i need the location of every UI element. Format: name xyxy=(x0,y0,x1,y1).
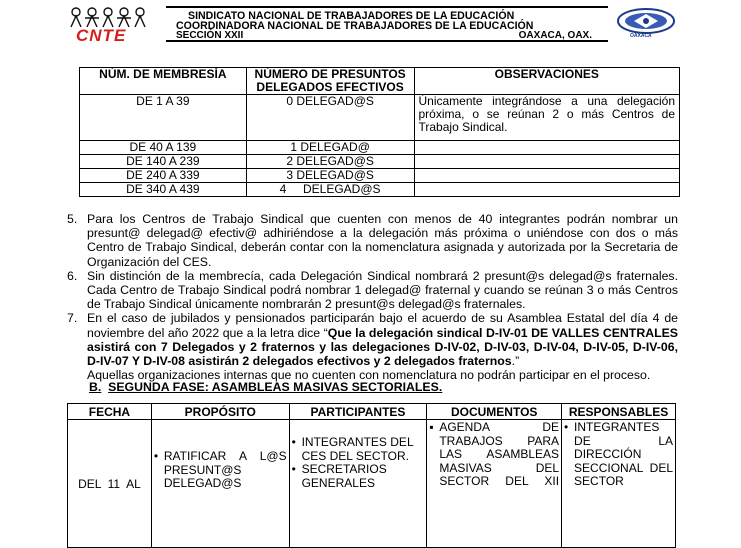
membership-cell: DE 1 A 39 xyxy=(80,95,247,141)
section-heading xyxy=(89,380,442,394)
list-note: Aquellas organizaciones internas que no cuenten con nomenclatura no podrán participar en el proceso. xyxy=(87,368,651,383)
list-item-text: Para los Centros de Trabajo Sindical que cuenten con menos de 40 integrantes podrán nombrar un presunt@ delegad@ efectiv@ adhiriéndose a la delegación más próxima o uniéndose con dos o más Centro de Trabajo Sindical, deberán contar con la nomenclatura asignada y autorizada por la Secretaria de Organización del CES. xyxy=(87,212,678,269)
list-item-number: 6. xyxy=(67,268,78,283)
table-header-row xyxy=(80,68,680,95)
responsible-cell xyxy=(562,420,676,548)
table-row xyxy=(80,169,680,183)
column-header: DOCUMENTOS xyxy=(427,404,562,420)
delegates-cell: 4 DELEGAD@S xyxy=(246,183,414,197)
membership-cell: DE 140 A 239 xyxy=(80,155,247,169)
purpose-cell xyxy=(151,420,289,548)
delegates-cell: 0 DELEGAD@S xyxy=(246,95,414,141)
table-row xyxy=(80,183,680,197)
observations-cell xyxy=(414,169,680,183)
membership-cell: DE 240 A 339 xyxy=(80,169,247,183)
column-header: PROPÓSITO xyxy=(151,404,289,420)
letterhead-section: SECCIÓN XXII xyxy=(176,30,244,41)
date-cell: DEL 11 AL xyxy=(68,420,152,548)
column-header: RESPONSABLES xyxy=(562,404,676,420)
delegates-cell: 3 DELEGAD@S xyxy=(246,169,414,183)
list-item xyxy=(64,269,678,312)
schedule-table xyxy=(67,403,676,548)
quoted-agreement: Que la delegación sindical D-IV-01 DE VALLES CENTRALES asistirá con 7 Delegados y 2 fraternos y las delegaciones D-IV-02, D-IV-03, D-IV-04, D-IV-05, D-IV-06, D-IV-07 Y D-IV-08 asistirán 2 delegados efectivos y 2 delegados fraternos xyxy=(87,325,678,369)
list-item-number: 5. xyxy=(67,212,78,226)
list-item xyxy=(64,212,678,269)
letterhead-city: OAXACA, OAX. xyxy=(518,30,592,41)
delegates-cell: 2 DELEGAD@S xyxy=(246,155,414,169)
list-item-number: 7. xyxy=(67,311,78,326)
participants-cell xyxy=(289,420,427,548)
table-row xyxy=(68,420,676,548)
membership-cell: DE 40 A 139 xyxy=(80,141,247,155)
seal-icon xyxy=(616,8,676,34)
rules-list xyxy=(64,212,678,382)
seal-caption: OAXACA xyxy=(630,33,652,39)
table-row xyxy=(80,95,680,141)
cnte-figures-icon xyxy=(68,6,154,28)
column-header: NÚMERO DE PRESUNTOS DELEGADOS EFECTIVOS xyxy=(246,68,414,95)
membership-table xyxy=(79,67,680,197)
table-header-row xyxy=(68,404,676,420)
participant-item: • SECRETARIOS GENERALES xyxy=(292,463,425,490)
list-item xyxy=(64,311,678,368)
list-item-text: En el caso de jubilados y pensionados participarán bajo el acuerdo de su Asamblea Estatal del día 4 de noviembre del año 2022 que a la letra dice “ xyxy=(87,311,678,340)
list-item-text: Sin distinción de la membrecía, cada Delegación Sindical nombrará 2 presunt@s delegad@s fraternales. Cada Centro de Trabajo Sindical podrá nombrar 1 delegad@ fraternal y cuando se reúnan 3 o más Centros de Trabajo Sindical únicamente nombrarán 2 presunt@s delegad@s fraternales. xyxy=(87,268,678,312)
letterhead-line-1: SINDICATO NACIONAL DE TRABAJADORES DE LA EDUCACIÓN xyxy=(188,10,515,22)
column-header: PARTICIPANTES xyxy=(289,404,427,420)
letterhead xyxy=(166,6,608,42)
cnte-logo xyxy=(66,6,156,45)
table-row xyxy=(80,155,680,169)
table-row xyxy=(80,141,680,155)
column-header: FECHA xyxy=(68,404,152,420)
column-header: NÚM. DE MEMBRESÍA xyxy=(80,68,247,95)
documents-cell xyxy=(427,420,562,548)
column-header: OBSERVACIONES xyxy=(414,68,680,95)
seccion-22-logo xyxy=(616,8,676,42)
purpose-item: • RATIFICAR A L@S PRESUNT@S DELEGAD@S xyxy=(154,450,287,491)
observations-cell: Únicamente integrándose a una delegación próxima, o se reúnan 2 o más Centros de Trabajo Sindical. xyxy=(414,95,680,141)
letterhead-line-2: COORDINADORA NACIONAL DE TRABAJADORES DE LA EDUCACIÓN xyxy=(176,20,534,32)
quote-close: .” xyxy=(511,354,520,369)
observations-cell xyxy=(414,183,680,197)
document-item: ▪ AGENDA DE TRABAJOS PARA LAS ASAMBLEAS MASIVAS DEL SECTOR DEL XII xyxy=(429,421,559,489)
cnte-logo-text: CNTE xyxy=(76,26,127,45)
responsible-item: • INTEGRANTES DE LA DIRECCIÓN SECCIONAL DEL SECTOR xyxy=(564,421,673,489)
section-letter: B. xyxy=(89,380,102,394)
delegates-cell: 1 DELEGAD@ xyxy=(246,141,414,155)
section-title: SEGUNDA FASE: ASAMBLEAS MASIVAS SECTORIALES. xyxy=(108,380,443,394)
observations-cell xyxy=(414,141,680,155)
membership-cell: DE 340 A 439 xyxy=(80,183,247,197)
participant-item: • INTEGRANTES DEL CES DEL SECTOR. xyxy=(292,436,425,463)
observations-cell xyxy=(414,155,680,169)
